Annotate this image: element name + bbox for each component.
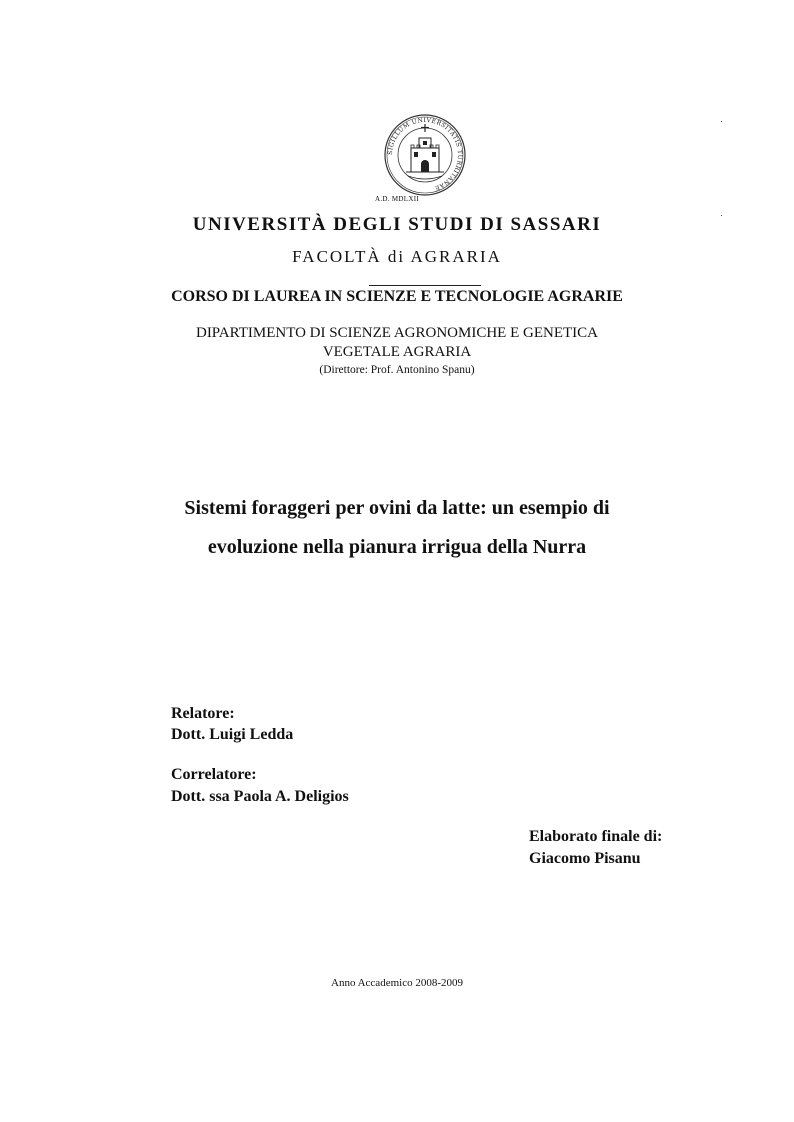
academic-year: Anno Accademico 2008-2009 [331,977,463,989]
seal-ring-text: SIGILLUM UNIVERSITATIS TURRITANAE [386,116,464,192]
scan-speck [721,121,722,122]
divider [369,285,481,286]
university-name: UNIVERSITÀ DEGLI STUDI DI SASSARI [192,214,602,235]
scan-speck [721,215,722,216]
department-line-1: DIPARTIMENTO DI SCIENZE AGRONOMICHE E GENETICA [195,325,598,341]
coadvisor-name: Dott. ssa Paola A. Deligios [171,788,349,805]
author-name: Giacomo Pisanu [529,850,641,867]
coadvisor-label: Correlatore: [171,766,257,783]
author-label: Elaborato finale di: [529,828,663,845]
department-director: (Direttore: Prof. Antonino Spanu) [319,364,475,376]
university-seal-icon [384,114,466,196]
seal-year: A.D. MDLXII [375,195,419,203]
advisor-name: Dott. Luigi Ledda [171,726,294,743]
degree-course: CORSO DI LAUREA IN SCIENZE E TECNOLOGIE AGRARIE [171,288,623,305]
department-line-2: VEGETALE AGRARIA [322,344,472,360]
thesis-title-line-1: Sistemi foraggeri per ovini da latte: un esempio di [184,497,610,519]
thesis-title-line-2: evoluzione nella pianura irrigua della Nurra [207,536,587,558]
faculty-name: FACOLTÀ di AGRARIA [292,247,502,266]
advisor-label: Relatore: [171,705,235,722]
